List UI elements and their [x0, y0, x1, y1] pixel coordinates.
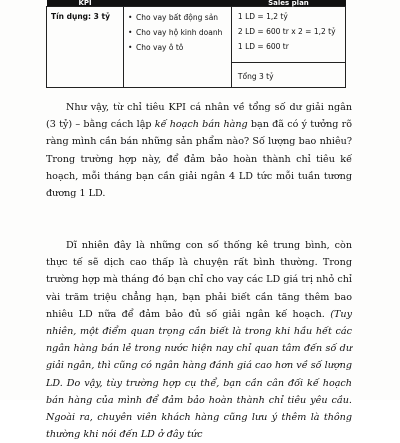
plan-line: 1 LD = 600 tr — [237, 42, 289, 51]
header-kpi: KPI — [47, 0, 124, 7]
list-item: • Cho vay hộ kinh doanh — [128, 25, 227, 40]
paragraph-2-italic: (Tuy nhiên, một điểm quan trọng cần biết là trong khi hầu hết các ngân hàng bán lẻ trong nước hiện nay chỉ quan tâm đến số dư giải ngân, thì cũng có ngân hàng đánh giá cao hơn về số lượng LD. Do vậy, tùy trường hợp cụ thể, bạn cần cân đối kế hoạch bán hàng của mình để đảm bảo hoàn thành chỉ tiêu yêu cầu. Ngoài ra, chuyên viên khách hàng cũng lưu ý thêm là thông thường khi nói đến LD ở đây tức — [46, 308, 352, 441]
list-item: • Cho vay ô tô — [128, 40, 227, 55]
plan-total: Tổng 3 tỷ — [232, 62, 345, 87]
paragraph-1 — [46, 99, 352, 202]
paragraph-1-part-2: bạn đã có ý tưởng rõ ràng mình cần bán những sản phẩm nào? Số lượng bao nhiêu? Trong trường hợp này, để đảm bảo hoàn thành chỉ tiêu kế hoạch, mỗi tháng bạn cần giải ngân 4 LD tức mỗi tuần tương đương 1 LD. — [46, 119, 352, 200]
plan-line: 2 LD = 600 tr x 2 = 1,2 tỷ — [237, 27, 336, 36]
kpi-cell: Tín dụng: 3 tỷ — [47, 7, 124, 88]
paragraph-1-part-1: Như vậy, từ chỉ tiêu KPI cá nhân về tổng số dư giải ngân (3 tỷ) – bằng cách lập — [46, 102, 352, 131]
plan-lines — [232, 7, 345, 54]
header-sales-plan: Sales plan — [231, 0, 345, 7]
paragraph-2-normal: Dĩ nhiên đây là những con số thống kê trung bình, còn thực tế sẽ dịch cao thấp là chuyện rất bình thường. Trong trường hợp mà tháng đó bạn chỉ cho vay các LD giá trị nhỏ chỉ vài trăm triệu chẳng hạn, bạn phải biết cần tăng thêm bao nhiêu LD nữa để đảm bảo đủ số giải ngân kế hoạch. — [46, 240, 352, 320]
list-item: • Cho vay bất động sản — [128, 10, 227, 25]
sales-plan-cell — [231, 7, 345, 88]
plan-line: 1 LD = 1,2 tỷ — [237, 12, 288, 21]
paragraph-2 — [46, 237, 352, 443]
product-list — [128, 10, 227, 55]
paragraph-1-emphasis: kế hoạch bán hàng — [154, 119, 248, 131]
table-row — [47, 7, 346, 88]
kpi-sales-plan-table — [46, 0, 346, 88]
products-cell — [124, 7, 232, 88]
